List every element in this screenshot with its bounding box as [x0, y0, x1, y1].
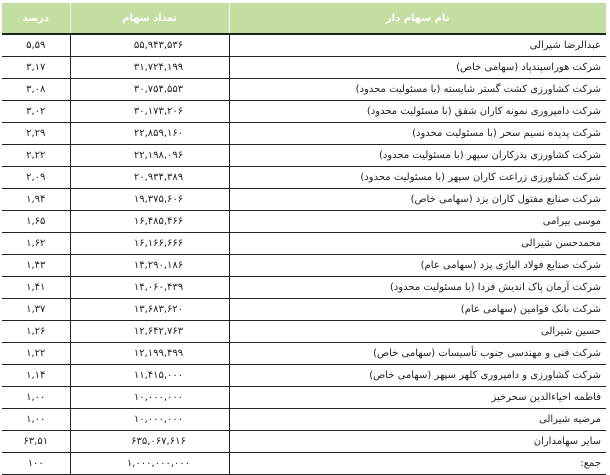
shareholder-name-cell: شرکت بانک قوامین (سهامی عام) [229, 299, 606, 321]
percent-cell: ۱,۶۲ [2, 233, 70, 255]
shareholder-name-cell: شرکت کشاورزی زراعت کاران سپهر (با مسئولیت محدود) [229, 167, 606, 189]
table-row [2, 255, 606, 277]
table-row [2, 57, 606, 79]
table-row [2, 211, 606, 233]
percent-cell: ۱,۴۱ [2, 277, 70, 299]
percent-cell: ۱,۰۰ [2, 409, 70, 431]
percent-cell: ۱,۴۳ [2, 255, 70, 277]
shareholder-name-cell: شرکت کشاورزی و دامپروری کلهر سپهر (سهامی خاص) [229, 365, 606, 387]
header-share-count: تعداد سهام [70, 3, 229, 34]
shareholder-name-cell: شرکت صنایع مفتول کاران یزد (سهامی خاص) [229, 189, 606, 211]
share-count-cell: ۱۰,۰۰۰,۰۰۰ [70, 387, 229, 409]
percent-cell: ۱,۳۷ [2, 299, 70, 321]
percent-cell: ۲,۲۲ [2, 145, 70, 167]
table-row [2, 101, 606, 123]
share-count-cell: ۱۶,۴۸۵,۴۶۶ [70, 211, 229, 233]
shareholders-table [2, 3, 606, 475]
table-row [2, 123, 606, 145]
shareholder-name-cell: عبدالرضا شیرالی [229, 34, 606, 57]
shareholder-name-cell: شرکت پدیده نسیم سحر (با مسئولیت محدود) [229, 123, 606, 145]
percent-cell: ۶۳,۵۱ [2, 431, 70, 453]
shareholder-name-cell: موسی بیرامی [229, 211, 606, 233]
table-row [2, 387, 606, 409]
shareholder-name-cell: فاطمه احیاءالدین سحرخیز [229, 387, 606, 409]
header-percent: درصد [2, 3, 70, 34]
shareholder-name-cell: شرکت فنی و مهندسی جنوب تأسیسات (سهامی خاص) [229, 343, 606, 365]
table-row [2, 277, 606, 299]
table-row [2, 321, 606, 343]
share-count-cell: ۱۳,۶۸۳,۶۲۰ [70, 299, 229, 321]
percent-cell: ۳,۰۸ [2, 79, 70, 101]
percent-cell: ۱,۹۴ [2, 189, 70, 211]
shareholder-name-cell: شرکت صنایع فولاد الیاژی یزد (سهامی عام) [229, 255, 606, 277]
table-row [2, 167, 606, 189]
share-count-cell: ۱۹,۳۷۵,۶۰۶ [70, 189, 229, 211]
table-row [2, 79, 606, 101]
percent-cell: ۳,۰۲ [2, 101, 70, 123]
total-row [2, 453, 606, 475]
table-row [2, 145, 606, 167]
shareholder-name-cell: جمع: [229, 453, 606, 475]
share-count-cell: ۱۱,۴۱۵,۰۰۰ [70, 365, 229, 387]
table-row [2, 409, 606, 431]
share-count-cell: ۱۴,۰۶۰,۴۳۹ [70, 277, 229, 299]
percent-cell: ۲,۰۹ [2, 167, 70, 189]
share-count-cell: ۶۳۵,۰۶۷,۶۱۶ [70, 431, 229, 453]
percent-cell: ۱,۱۴ [2, 365, 70, 387]
table-row [2, 365, 606, 387]
percent-cell: ۱,۲۶ [2, 321, 70, 343]
table-row [2, 34, 606, 57]
table-row [2, 343, 606, 365]
share-count-cell: ۳۰,۷۵۴,۵۵۳ [70, 79, 229, 101]
percent-cell: ۱,۶۵ [2, 211, 70, 233]
share-count-cell: ۲۲,۸۵۹,۱۶۰ [70, 123, 229, 145]
table-body [2, 34, 606, 475]
shareholder-name-cell: شرکت کشاورزی کشت گستر شایسته (با مسئولیت محدود) [229, 79, 606, 101]
table-row [2, 233, 606, 255]
shareholder-name-cell: حسین شیرالی [229, 321, 606, 343]
share-count-cell: ۳۱,۷۲۴,۱۹۹ [70, 57, 229, 79]
share-count-cell: ۲۲,۱۹۸,۰۹۶ [70, 145, 229, 167]
percent-cell: ۱۰۰ [2, 453, 70, 475]
table-header-row [2, 3, 606, 34]
table-row [2, 189, 606, 211]
header-shareholder-name: نام سهام دار [229, 3, 606, 34]
shareholder-name-cell: شرکت کشاورزی بذرکاران سپهر (با مسئولیت محدود) [229, 145, 606, 167]
percent-cell: ۱,۰۰ [2, 387, 70, 409]
shareholder-name-cell: شرکت دامپروری نمونه کاران شفق (با مسئولیت محدود) [229, 101, 606, 123]
percent-cell: ۲,۲۹ [2, 123, 70, 145]
share-count-cell: ۱۴,۲۹۰,۱۸۶ [70, 255, 229, 277]
percent-cell: ۵,۵۹ [2, 34, 70, 57]
shareholder-name-cell: شرکت هوراسپندپاد (سهامی خاص) [229, 57, 606, 79]
shareholder-name-cell: محمدحسن شیرالی [229, 233, 606, 255]
table-row [2, 299, 606, 321]
share-count-cell: ۲۰,۹۳۴,۳۸۹ [70, 167, 229, 189]
shareholder-name-cell: سایر سهامداران [229, 431, 606, 453]
share-count-cell: ۵۵,۹۴۳,۵۳۶ [70, 34, 229, 57]
share-count-cell: ۱۲,۶۴۲,۷۶۳ [70, 321, 229, 343]
percent-cell: ۱,۲۲ [2, 343, 70, 365]
shareholder-name-cell: شرکت آرمان پاک اندیش فردا (با مسئولیت محدود) [229, 277, 606, 299]
percent-cell: ۳,۱۷ [2, 57, 70, 79]
share-count-cell: ۱۰,۰۰۰,۰۰۰ [70, 409, 229, 431]
table-row [2, 431, 606, 453]
share-count-cell: ۱,۰۰۰,۰۰۰,۰۰۰ [70, 453, 229, 475]
share-count-cell: ۳۰,۱۷۳,۲۰۶ [70, 101, 229, 123]
share-count-cell: ۱۲,۱۹۹,۴۹۹ [70, 343, 229, 365]
share-count-cell: ۱۶,۱۶۶,۶۶۶ [70, 233, 229, 255]
shareholder-name-cell: مرضیه شیرالی [229, 409, 606, 431]
